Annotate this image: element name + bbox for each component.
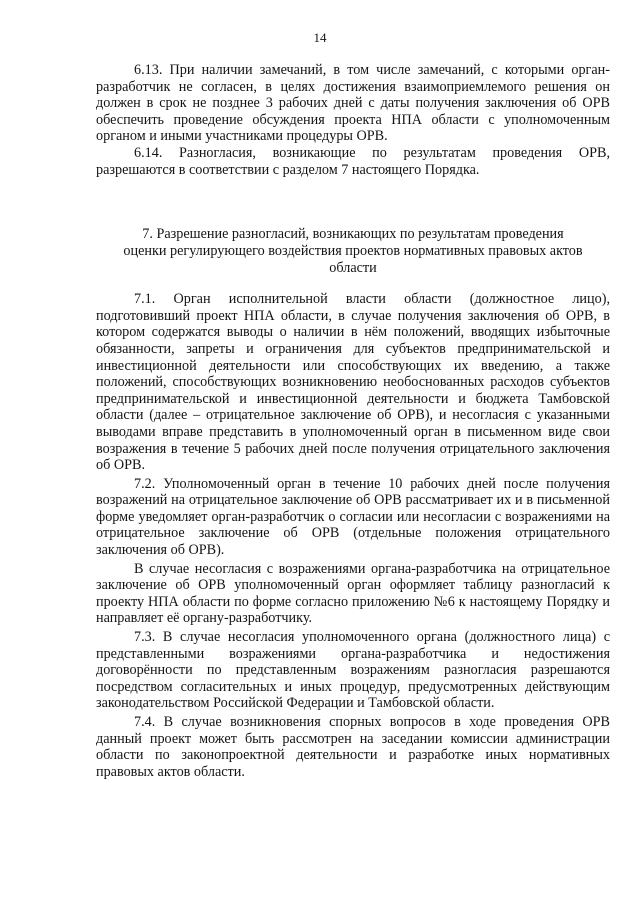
section-7-heading <box>96 226 610 277</box>
section-7-heading-line-1: 7. Разрешение разногласий, возникающих по результатам проведения <box>142 226 564 243</box>
section-7-heading-line-2: оценки регулирующего воздействия проектов нормативных правовых актов <box>123 243 583 260</box>
paragraph-7-2-disagreement: В случае несогласия с возражениями органа-разработчика на отрицательное заключение об ОРВ уполномоченный орган оформляет таблицу разногласий к проекту НПА области по форме согласно приложению №6 к настоящему Порядку и направляет её органу-разработчику. <box>96 560 610 627</box>
paragraph-7-1: 7.1. Орган исполнительной власти области (должностное лицо), подготовивший проект НПА области, в случае получения заключения об ОРВ, в котором содержатся выводы о наличии в нём положений, вводящих избыточные обязанности, запреты и ограничения для субъектов предпринимательской и инвестиционной деятельности или способствующих их введению, а также положений, способствующих возникновению необоснованных расходов субъектов предпринимательской и инвестиционной деятельности и бюджета Тамбовской области (далее – отрицательное заключение об ОРВ), и несогласия с указанными выводами вправе представить в уполномоченный орган в письменном виде свои возражения в течение 5 рабочих дней после получения отрицательного заключения об ОРВ. <box>96 291 610 474</box>
paragraph-7-2: 7.2. Уполномоченный орган в течение 10 рабочих дней после получения возражений на отрицательное заключение об ОРВ рассматривает их и в письменной форме уведомляет орган-разработчик о согласии или несогласии с возражениями на отрицательное заключение об ОРВ (отдельные положения отрицательного заключения об ОРВ). <box>96 475 610 559</box>
paragraph-7-3: 7.3. В случае несогласия уполномоченного органа (должностного лица) с представленными возражениями органа-разработчика и недостижения договорённости по представленным возражениям разногласия разрешаются посредством согласительных и иных процедур, предусмотренных действующим законодательством Российской Федерации и Тамбовской области. <box>96 629 610 712</box>
paragraph-6-13: 6.13. При наличии замечаний, в том числе замечаний, с которыми орган-разработчик не согласен, в целях достижения взаимоприемлемого решения он должен в срок не позднее 3 рабочих дней с даты получения заключения об ОРВ обеспечить проведение обсуждения проекта НПА области с уполномоченным органом и иными участниками процедуры ОРВ. <box>96 62 610 145</box>
page-number: 14 <box>313 30 327 45</box>
section-7-heading-line-3: области <box>329 260 377 277</box>
paragraph-6-14: 6.14. Разногласия, возникающие по результатам проведения ОРВ, разрешаются в соответствии с разделом 7 настоящего Порядка. <box>96 144 610 178</box>
paragraph-7-4: 7.4. В случае возникновения спорных вопросов в ходе проведения ОРВ данный проект может быть рассмотрен на заседании комиссии администрации области по законопроектной деятельности и разработке иных нормативных правовых актов области. <box>96 714 610 780</box>
document-body <box>96 62 610 780</box>
